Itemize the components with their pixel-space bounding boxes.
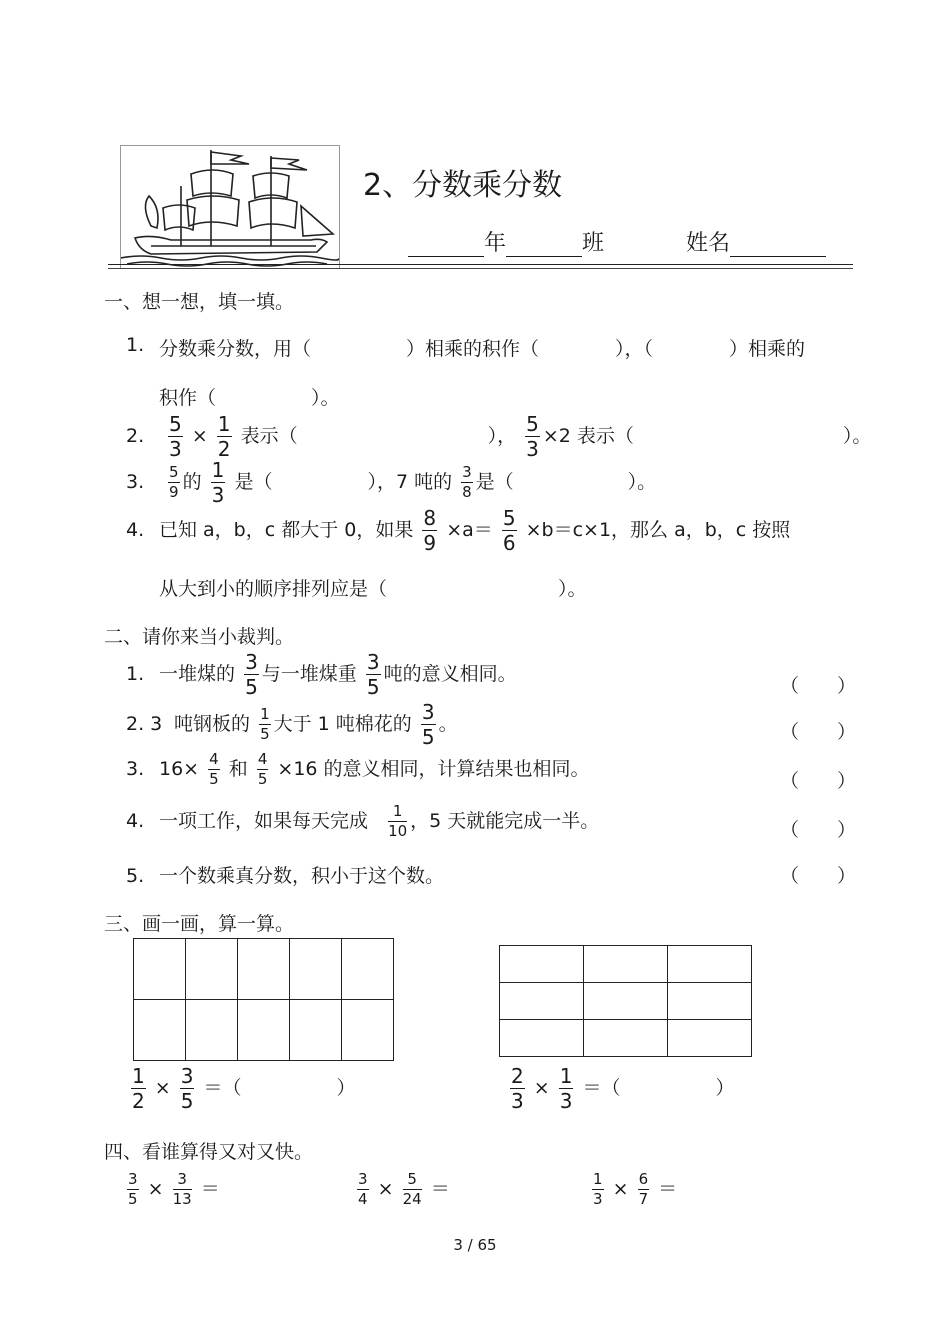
s4-item-1 — [124, 1172, 220, 1207]
name-label: 姓名 — [686, 231, 731, 256]
s2-q4-num: 4. — [126, 810, 145, 832]
s2-q3-text1: 16× — [159, 758, 200, 780]
judge-paren: （ ） — [780, 865, 857, 887]
fraction: $\frac{3}{4}$ — [358, 1170, 368, 1208]
page-number: 3 / 65 — [453, 1236, 497, 1254]
fraction: $\frac{8}{9}$ — [423, 506, 437, 555]
s1-q2-text1: 表示（ ）， — [240, 425, 517, 447]
fraction: $\frac{5}{3}$ — [169, 412, 182, 461]
s1-q1-line1: 分数乘分数，用（ ）相乘的积作（ ），（ ）相乘的 — [159, 338, 806, 360]
s2-q1-num: 1. — [126, 663, 145, 685]
sailing-ship-icon — [121, 146, 339, 268]
fraction: $\frac{4}{5}$ — [257, 750, 268, 788]
year-label: 年 — [484, 231, 507, 256]
s1-q2-num: 2. — [126, 425, 145, 447]
section2-heading: 二、请你来当小裁判。 — [104, 626, 295, 648]
fraction: $\frac{3}{13}$ — [172, 1170, 192, 1208]
fraction: $\frac{2}{3}$ — [511, 1064, 524, 1113]
times-sign: × — [147, 1178, 164, 1200]
s1-q3-text1: 的 — [182, 471, 202, 493]
fraction: $\frac{3}{5}$ — [128, 1170, 138, 1208]
equals-sign: ＝ — [430, 1178, 450, 1200]
s2-q4-text2: ，5 天就能完成一半。 — [410, 810, 600, 832]
drawing-grid-3x3 — [499, 945, 752, 1057]
judge-paren: （ ） — [780, 721, 857, 743]
fraction: $\frac{5}{3}$ — [526, 412, 539, 461]
section4-heading: 四、看谁算得又对又快。 — [104, 1141, 314, 1163]
section1-heading: 一、想一想，填一填。 — [104, 291, 295, 313]
s2-q2-num: 2. 3 — [126, 713, 163, 735]
s1-q3-num: 3. — [126, 471, 145, 493]
s1-q3 — [126, 460, 656, 505]
fraction: $\frac{3}{5}$ — [245, 650, 258, 699]
judge-paren: （ ） — [780, 819, 857, 841]
fraction: $\frac{5}{6}$ — [502, 506, 516, 555]
fraction: $\frac{1}{3}$ — [593, 1170, 603, 1208]
s2-q2 — [126, 702, 458, 747]
s1-q1-line2: 积作（ ）。 — [159, 387, 340, 409]
s1-q1-num: 1. — [126, 334, 145, 356]
times-sign: × — [612, 1178, 629, 1200]
s1-q4-text3: ×b＝c×1，那么 a，b，c 按照 — [525, 519, 791, 541]
fraction: $\frac{1}{10}$ — [388, 802, 408, 840]
s1-q3-text2: 是（ ），7 吨的 — [234, 471, 453, 493]
fraction: $\frac{4}{5}$ — [209, 750, 219, 788]
times-sign: × — [377, 1178, 394, 1200]
s1-q4-text2: ×a＝ — [446, 519, 493, 541]
s1-q3-text3: 是（ ）。 — [475, 471, 657, 493]
s2-q3-text2: 和 — [228, 758, 248, 780]
student-info-line — [408, 226, 826, 257]
ship-illustration — [120, 145, 340, 269]
equals-sign: ＝ — [658, 1178, 678, 1200]
fraction: $\frac{3}{5}$ — [421, 700, 435, 749]
s2-q5-num: 5. — [126, 865, 145, 887]
s2-q1-text3: 吨的意义相同。 — [383, 663, 517, 685]
fraction: $\frac{6}{7}$ — [638, 1170, 649, 1208]
s4-item-3 — [589, 1172, 677, 1207]
s1-q2-text2: ×2 表示（ ）。 — [542, 425, 872, 447]
s2-q4 — [126, 804, 599, 839]
fraction: $\frac{1}{3}$ — [559, 1064, 573, 1113]
drawing-grid-2x5 — [133, 938, 394, 1061]
s2-q3 — [126, 752, 590, 787]
s2-q5 — [126, 861, 444, 888]
fraction: $\frac{1}{5}$ — [260, 705, 270, 743]
s3-eq2-answer: ＝（ ） — [582, 1077, 735, 1099]
fraction: $\frac{1}{2}$ — [217, 412, 231, 461]
s2-q5-text1: 一个数乘真分数，积小于这个数。 — [159, 865, 445, 887]
class-label: 班 — [582, 231, 605, 256]
equals-sign: ＝ — [200, 1178, 220, 1200]
s1-q4-num: 4. — [126, 519, 145, 541]
s1-q2 — [126, 414, 871, 459]
s2-q3-text3: ×16 的意义相同，计算结果也相同。 — [277, 758, 590, 780]
judge-paren: （ ） — [780, 675, 857, 697]
times-sign: × — [191, 425, 208, 447]
s2-q2-text1: 吨钢板的 — [174, 713, 251, 735]
fraction: $\frac{3}{5}$ — [366, 650, 380, 699]
s2-q3-num: 3. — [126, 758, 145, 780]
s2-q4-text1: 一项工作，如果每天完成 — [159, 810, 369, 832]
s1-q4 — [126, 508, 790, 553]
s2-q2-text2: 大于 1 吨棉花的 — [273, 713, 412, 735]
s2-q2-text3: 。 — [438, 713, 458, 735]
header-divider — [108, 264, 853, 265]
fraction: $\frac{5}{24}$ — [402, 1170, 422, 1208]
times-sign: × — [533, 1077, 550, 1099]
s2-q1-text2: 与一堆煤重 — [261, 663, 357, 685]
s4-item-2 — [354, 1172, 450, 1207]
section3-heading: 三、画一画，算一算。 — [104, 913, 295, 935]
fraction: $\frac{5}{9}$ — [169, 463, 179, 501]
fraction: $\frac{1}{2}$ — [132, 1064, 145, 1113]
s3-eq1-answer: ＝（ ） — [203, 1077, 356, 1099]
times-sign: × — [154, 1077, 171, 1099]
fraction: $\frac{3}{8}$ — [462, 463, 472, 501]
fraction: $\frac{3}{5}$ — [180, 1064, 194, 1113]
s2-q1-text1: 一堆煤的 — [159, 663, 236, 685]
s3-eq1 — [128, 1066, 356, 1111]
judge-paren: （ ） — [780, 770, 857, 792]
s3-eq2 — [507, 1066, 735, 1111]
page-title: 2、分数乘分数 — [363, 168, 563, 203]
fraction: $\frac{1}{3}$ — [211, 458, 225, 507]
header-divider-thin — [108, 268, 853, 269]
s2-q1 — [126, 652, 517, 697]
s1-q4-line2: 从大到小的顺序排列应是（ ）。 — [159, 578, 587, 600]
s1-q4-text1: 已知 a，b，c 都大于 0，如果 — [159, 519, 414, 541]
